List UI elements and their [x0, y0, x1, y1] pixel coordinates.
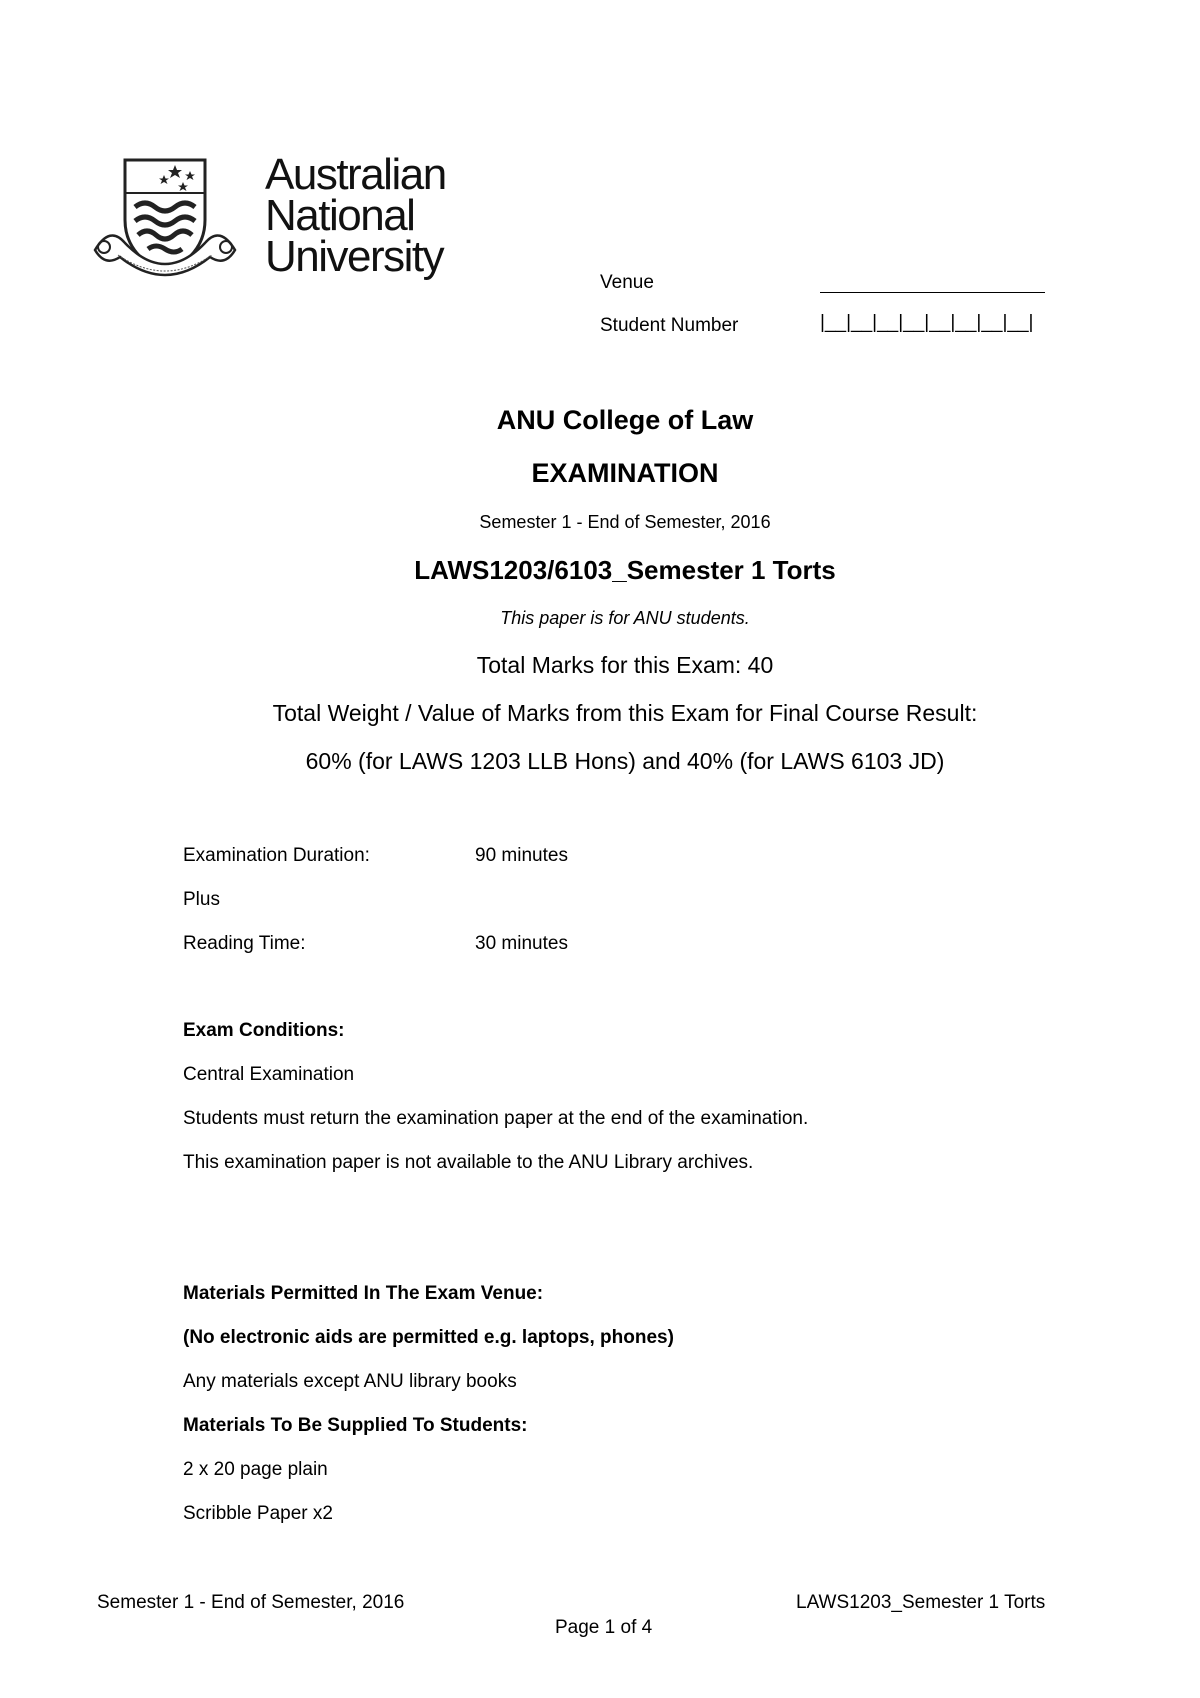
page-number: Page 1 of 4: [555, 1617, 653, 1638]
college-title: ANU College of Law: [496, 405, 754, 435]
materials-permitted-item: Any materials except ANU library books: [183, 1371, 517, 1392]
logo-line-3: University: [265, 232, 444, 281]
venue-field[interactable]: [820, 292, 1045, 293]
university-wordmark: [265, 150, 446, 281]
plus-text: Plus: [183, 889, 220, 910]
logo-line-1: Australian: [265, 150, 446, 199]
student-number-field[interactable]: |__|__|__|__|__|__|__|__|: [820, 312, 1034, 333]
duration-label: Examination Duration:: [183, 845, 370, 866]
weight-percentages: 60% (for LAWS 1203 LLB Hons) and 40% (for LAWS 6103 JD): [305, 748, 945, 774]
university-logo: [90, 150, 470, 290]
materials-permitted-note: (No electronic aids are permitted e.g. laptops, phones): [183, 1327, 674, 1348]
condition-item: Central Examination: [183, 1064, 355, 1085]
exam-conditions-heading: Exam Conditions:: [183, 1020, 345, 1041]
footer-semester: Semester 1 - End of Semester, 2016: [97, 1592, 405, 1613]
crest-icon: [90, 155, 250, 290]
materials-supplied-item: 2 x 20 page plain: [183, 1459, 328, 1480]
reading-time-label: Reading Time:: [183, 933, 306, 954]
condition-item: This examination paper is not available to the ANU Library archives.: [183, 1152, 754, 1173]
paper-audience: This paper is for ANU students.: [500, 608, 750, 628]
materials-permitted-heading: Materials Permitted In The Exam Venue:: [183, 1283, 544, 1304]
semester-text: Semester 1 - End of Semester, 2016: [479, 512, 771, 532]
materials-supplied-item: Scribble Paper x2: [183, 1503, 333, 1524]
duration-value: 90 minutes: [475, 845, 568, 866]
footer-course: LAWS1203_Semester 1 Torts: [796, 1592, 1046, 1613]
exam-title: EXAMINATION: [531, 458, 719, 488]
condition-item: Students must return the examination paper at the end of the examination.: [183, 1108, 809, 1129]
venue-label: Venue: [600, 272, 654, 293]
course-title: LAWS1203/6103_Semester 1 Torts: [414, 555, 836, 585]
materials-supplied-heading: Materials To Be Supplied To Students:: [183, 1415, 528, 1436]
reading-time-value: 30 minutes: [475, 933, 568, 954]
logo-line-2: National: [265, 191, 415, 240]
total-marks: Total Marks for this Exam: 40: [476, 652, 774, 678]
total-weight: Total Weight / Value of Marks from this Exam for Final Course Result:: [272, 700, 978, 726]
student-number-label: Student Number: [600, 315, 739, 336]
